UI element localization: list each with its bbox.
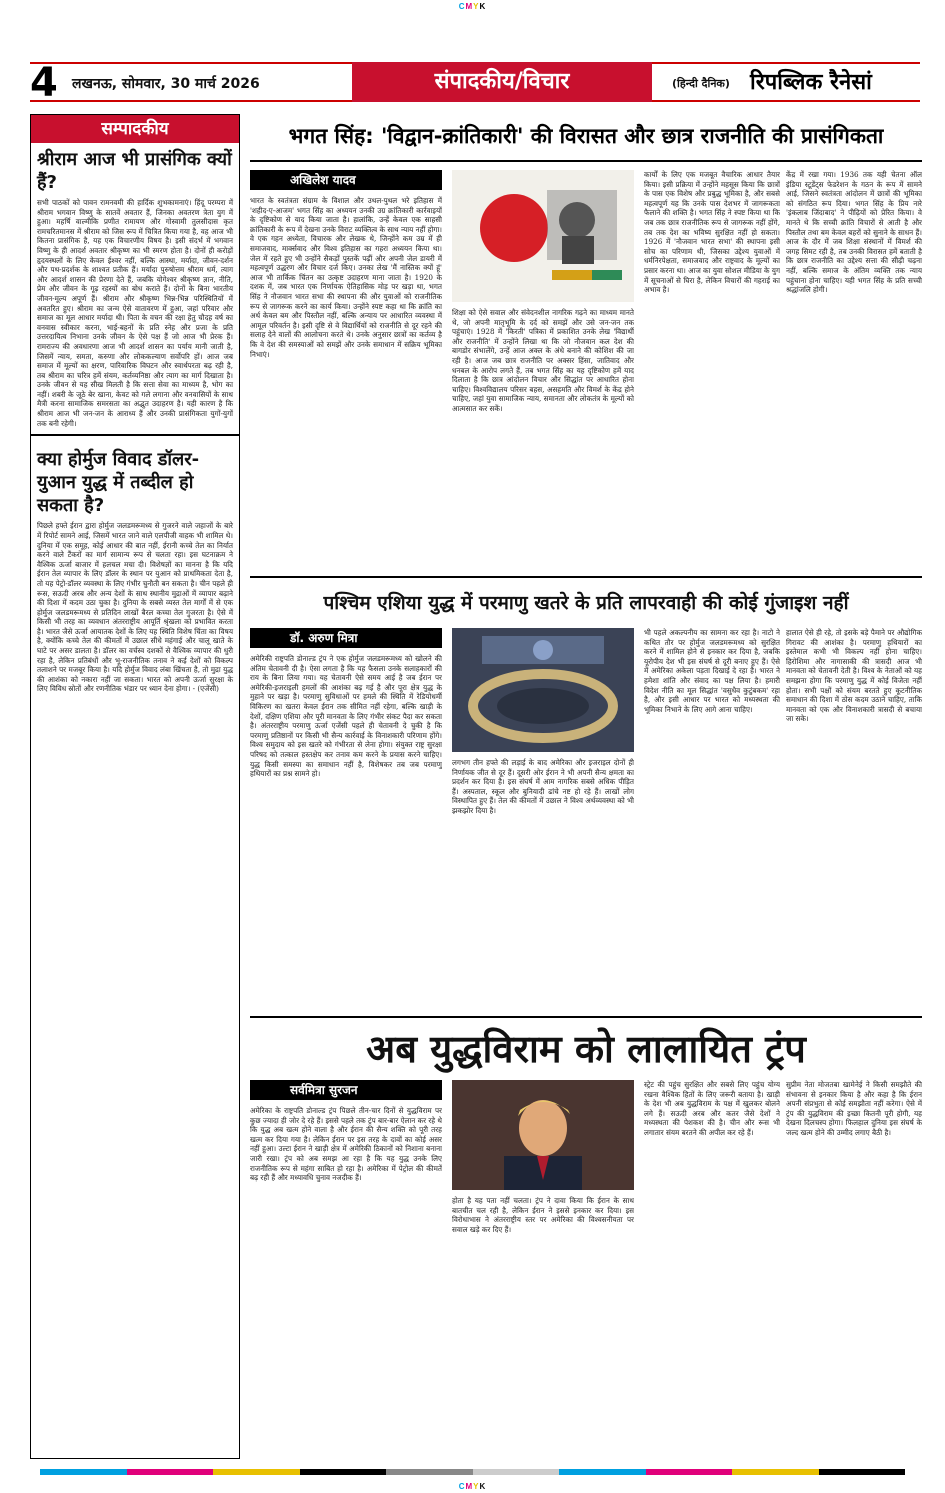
story1-headline: भगत सिंह: 'विद्वान-क्रांतिकारी' की विरासत और छात्र राजनीति की प्रासंगिकता bbox=[288, 124, 884, 148]
story2-byline: डॉ. अरुण मित्रा bbox=[250, 628, 442, 648]
story1-byline: अखिलेश यादव bbox=[250, 170, 442, 190]
story1-text-2: शिक्षा को ऐसे सवाल और संवेदनशील नागरिक गढ़ने का माध्यम मानते थे, जो अपनी मातृभूमि के दर्द को समझें और उसे जन-जन तक पहुंचाएं। 1928 में 'किरती' पत्रिका में प्रकाशित उनके लेख 'विद्यार्थी और राजनीति' में उन्होंने लिखा था कि जो नौजवान कल देश की बागडोर संभालेंगे, उन्हें आज अक्ल के अंधे बनाने की कोशिश की जा रही है। आज जब छात्र राजनीति पर अक्सर हिंसा, जातिवाद और धनबल के आरोप लगते हैं, तब भगत सिंह का यह दृष्टिकोण हमें याद दिलाता है कि छात्र आंदोलन विचार और सिद्धांत पर आधारित होना चाहिए। विश्वविद्यालय परिसर बहस, असहमति और विमर्श के केंद्र होने चाहिए, जहां युवा सामाजिक न्याय, समानता और लोकतंत्र के मूल्यों को आत्मसात कर सकें। bbox=[452, 308, 634, 413]
story1-column-3 bbox=[644, 170, 780, 570]
editorial2-body: पिछले हफ्ते ईरान द्वारा होर्मुज जलडमरूमध्य से गुजरने वाले जहाजों के बारे में रिपोर्ट सामने आई, जिसमें भारत जाने वाले एलपीजी वाहक भी शामिल थे। दुनिया में एक समूह, कोई आधार की बात नहीं, ईरानी कच्चे तेल का निर्यात करने वाले टैंकरों का मार्ग सामान्य रूप से चलता रहा। इस घटनाक्रम ने वैश्विक ऊर्जा बाजार में हलचल मचा दी। विशेषज्ञों का मानना है कि यदि ईरान तेल व्यापार के लिए डॉलर के स्थान पर युआन को प्राथमिकता देता है, तो यह पेट्रो-डॉलर व्यवस्था के लिए गंभीर चुनौती बन सकता है। चीन पहले ही रूस, सऊदी अरब और अन्य देशों के साथ स्थानीय मुद्राओं में व्यापार बढ़ाने की दिशा में कदम उठा चुका है। दुनिया के सबसे व्यस्त तेल मार्गों में से एक होर्मुज जलडमरूमध्य से प्रतिदिन लाखों बैरल कच्चा तेल गुजरता है। ऐसे में किसी भी तरह का व्यवधान अंतरराष्ट्रीय आपूर्ति श्रृंखला को प्रभावित करता है। भारत जैसे ऊर्जा आयातक देशों के लिए यह स्थिति विशेष चिंता का विषय है, क्योंकि कच्चे तेल की कीमतों में उछाल सीधे महंगाई और चालू खाते के घाटे पर असर डालता है। डॉलर का वर्चस्व दशकों से वैश्विक व्यापार की धुरी रहा है, लेकिन प्रतिबंधों और भू-राजनीतिक तनाव ने कई देशों को विकल्प तलाशने पर मजबूर किया है। यदि होर्मुज विवाद लंबा खिंचता है, तो मुद्रा युद्ध की आशंका को नकारा नहीं जा सकता। भारत को अपनी ऊर्जा सुरक्षा के लिए विविध स्रोतों और रणनीतिक भंडार पर ध्यान देना होगा। - (एजेंसी) bbox=[37, 521, 233, 694]
un-security-council-photo-icon bbox=[452, 628, 634, 752]
story3-headline: अब युद्धविराम को लालायित ट्रंप bbox=[366, 1027, 806, 1071]
story2-text-3: भी पहले अकल्पनीय का सामना कर रहा है। नाटो ने कथित तौर पर होर्मुज जलडमरूमध्य को सुरक्षित करने में शामिल होने से इनकार कर दिया है, जबकि यूरोपीय देश भी इस संघर्ष से दूरी बनाए हुए हैं। ऐसे में अमेरिका अकेला पड़ता दिखाई दे रहा है। भारत ने हमेशा शांति और संवाद का पक्ष लिया है। हमारी विदेश नीति का मूल सिद्धांत 'वसुधैव कुटुंबकम' रहा है, और इसी आधार पर भारत को मध्यस्थता की भूमिका निभाने के लिए आगे आना चाहिए। bbox=[644, 628, 780, 714]
story1-column-2 bbox=[452, 308, 634, 578]
dateline: लखनऊ, सोमवार, 30 मार्च 2026 bbox=[72, 76, 260, 92]
story2-headline: पश्चिम एशिया युद्ध में परमाणु खतरे के प्रति लापरवाही की कोई गुंजाइश नहीं bbox=[323, 592, 849, 614]
editorial-headline: श्रीराम आज भी प्रासंगिक क्यों हैं? bbox=[37, 149, 232, 193]
story1-column-1 bbox=[250, 170, 442, 586]
story2-column-4 bbox=[786, 628, 922, 1008]
divider bbox=[31, 434, 239, 436]
divider bbox=[250, 576, 922, 578]
print-registration-bottom: CMYK bbox=[458, 1482, 487, 1491]
story3-text-2: होता है यह पता नहीं चलता। ट्रंप ने दावा किया कि ईरान के साथ बातचीत चल रही है, लेकिन ईरान ने इससे इनकार कर दिया। इस विरोधाभास ने अंतरराष्ट्रीय स्तर पर अमेरिका की विश्वसनीयता पर सवाल खड़े कर दिए हैं। bbox=[452, 1196, 634, 1234]
story1-text-4: केंद्र में रखा गया। 1936 तक यही चेतना ऑल इंडिया स्टूडेंट्स फेडरेशन के गठन के रूप में सामने आई, जिसने स्वतंत्रता आंदोलन में छात्रों की भूमिका को संगठित रूप दिया। भगत सिंह के प्रिय नारे 'इंकलाब जिंदाबाद' ने पीढ़ियों को प्रेरित किया। वे मानते थे कि सच्ची क्रांति विचारों से आती है और पिस्तौल तथा बम केवल बहरों को सुनाने के साधन हैं। आज के दौर में जब शिक्षा संस्थानों में विमर्श की जगह सिमट रही है, तब उनकी विरासत हमें बताती है कि छात्र राजनीति का उद्देश्य सत्ता की सीढ़ी चढ़ना नहीं, बल्कि समाज के अंतिम व्यक्ति तक न्याय पहुंचाना होना चाहिए। यही भगत सिंह के प्रति सच्ची श्रद्धांजलि होगी। bbox=[786, 170, 922, 295]
editorial-badge: सम्पादकीय bbox=[31, 115, 239, 143]
color-registration-bar bbox=[40, 1469, 905, 1475]
story3-column-2 bbox=[452, 1196, 634, 1436]
story1-text-1: भारत के स्वतंत्रता संग्राम के विशाल और उथल-पुथल भरे इतिहास में 'शहीद-ए-आजम' भगत सिंह का अध्ययन उनकी उग्र क्रांतिकारी कार्रवाइयों के दृष्टिकोण से याद किया जाता है। हालांकि, उन्हें केवल एक साहसी क्रांतिकारी के रूप में देखना उनके विराट व्यक्तित्व के साथ न्याय नहीं होगा। वे एक गहन अध्येता, विचारक और लेखक थे, जिन्होंने कम उम्र में ही समाजवाद, मार्क्सवाद और विश्व इतिहास का गहरा अध्ययन किया था। जेल में रहते हुए भी उन्होंने सैकड़ों पुस्तकें पढ़ीं और अपनी जेल डायरी में महत्वपूर्ण उद्धरण और विचार दर्ज किए। उनका लेख 'मैं नास्तिक क्यों हूं' आज भी तार्किक चिंतन का उत्कृष्ट उदाहरण माना जाता है। 1920 के दशक में, जब भारत एक निर्णायक ऐतिहासिक मोड़ पर खड़ा था, भगत सिंह ने नौजवान भारत सभा की स्थापना की और युवाओं को राजनीतिक रूप से जागरूक करने का कार्य किया। उन्होंने स्पष्ट कहा था कि क्रांति का अर्थ केवल बम और पिस्तौल नहीं, बल्कि अन्याय पर आधारित व्यवस्था में आमूल परिवर्तन है। इसी दृष्टि से वे विद्यार्थियों को राजनीति से दूर रहने की सलाह देने वालों की आलोचना करते थे। उनके अनुसार छात्रों का कर्तव्य है कि वे देश की समस्याओं को समझें और उनके समाधान में सक्रिय भूमिका निभाएं। bbox=[250, 196, 442, 359]
divider bbox=[250, 160, 922, 162]
divider bbox=[250, 1016, 922, 1018]
story1-column-4 bbox=[786, 170, 922, 570]
editorial2-headline: क्या होर्मुज विवाद डॉलर-युआन युद्ध में तब्दील हो सकता है? bbox=[37, 449, 200, 517]
story2-text-2: लगभग तीन हफ्ते की लड़ाई के बाद अमेरिका और इजराइल दोनों ही निर्णायक जीत से दूर हैं। दूसरी ओर ईरान ने भी अपनी सैन्य क्षमता का प्रदर्शन कर दिया है। इस संघर्ष में आम नागरिक सबसे अधिक पीड़ित हैं। अस्पताल, स्कूल और बुनियादी ढांचे नष्ट हो रहे हैं। लाखों लोग विस्थापित हुए हैं। तेल की कीमतों में उछाल ने विश्व अर्थव्यवस्था को भी झकझोर दिया है। bbox=[452, 758, 634, 815]
story3-text-4: सुप्रीम नेता मोजतबा खामेनेई ने किसी समझौते की संभावना से इनकार किया है और कहा है कि ईरान अपनी संप्रभुता से कोई समझौता नहीं करेगा। ऐसे में ट्रंप की युद्धविराम की इच्छा कितनी पूरी होगी, यह देखना दिलचस्प होगा। फिलहाल दुनिया इस संघर्ष के जल्द खत्म होने की उम्मीद लगाए बैठी है। bbox=[786, 1080, 922, 1137]
paper-tag: (हिन्दी दैनिक) bbox=[672, 77, 730, 90]
paper-name: रिपब्लिक रैनेसां bbox=[750, 70, 872, 95]
editorial-column bbox=[30, 114, 240, 1459]
section-title: संपादकीय/विचार bbox=[352, 62, 652, 102]
print-registration-top: CMYK bbox=[458, 2, 487, 11]
editorial-body: सभी पाठकों को पावन रामनवमी की हार्दिक शुभकामनाएं। हिंदू परम्परा में श्रीराम भगवान विष्णु के सातवें अवतार हैं, जिनका अवतरण त्रेता युग में हुआ। महर्षि वाल्मीकि प्रणीत रामायण और गोस्वामी तुलसीदास कृत रामचरितमानस में श्रीराम को जिस रूप में चित्रित किया गया है, वह आज भी कितना प्रासंगिक है, यह एक विचारणीय विषय है। इसी संदर्भ में भगवान विष्णु के ही आदर्श अवतार श्रीकृष्ण का भी स्मरण होता है। दोनों ही करोड़ों हृदयस्थलों के लिए केवल ईश्वर नहीं, बल्कि आस्था, मर्यादा, जीवन-दर्शन और पथ-प्रदर्शक के शाश्वत प्रतीक हैं। मर्यादा पुरुषोत्तम श्रीराम धर्म, त्याग और आदर्श शासन की प्रेरणा देते हैं, जबकि योगेश्वर श्रीकृष्ण ज्ञान, नीति, प्रेम और जीवन के गूढ़ रहस्यों का बोध कराते हैं। दोनों के बिना भारतीय जीवन-मूल्य अपूर्ण हैं। श्रीराम और श्रीकृष्ण भिन्न-भिन्न परिस्थितियों में अवतरित हुए। श्रीराम का जन्म ऐसे वातावरण में हुआ, जहां परिवार और समाज का मूल आधार मर्यादा थी। पिता के वचन की रक्षा हेतु चौदह वर्ष का वनवास स्वीकार करना, भाई-बहनों के प्रति स्नेह और प्रजा के प्रति उत्तरदायित्व निभाना उनके जीवन के ऐसे पक्ष हैं जो आज भी प्रेरक हैं। रामराज्य की अवधारणा आज भी आदर्श शासन का पर्याय मानी जाती है, जिसमें न्याय, समता, करुणा और लोककल्याण सर्वोपरि हों। आज जब समाज में मूल्यों का क्षरण, पारिवारिक विघटन और स्वार्थपरता बढ़ रही है, तब श्रीराम का चरित्र हमें संयम, कर्तव्यनिष्ठा और त्याग का मार्ग दिखाता है। उनके जीवन से यह सीख मिलती है कि सत्ता सेवा का माध्यम है, भोग का नहीं। शबरी के जूठे बेर खाना, केवट को गले लगाना और वनवासियों के साथ मैत्री करना सामाजिक समरसता का अद्भुत उदाहरण है। यही कारण है कि श्रीराम आज भी जन-जन के आराध्य हैं और उनकी प्रासंगिकता युगों-युगों तक बनी रहेगी। bbox=[37, 198, 233, 428]
story3-text-3: स्ट्रेट की पहुंच सुरक्षित और सबसे लिए पहुंच योग्य रखना वैश्विक हितों के लिए जरूरी बताया है। खाड़ी के देश भी अब युद्धविराम के पक्ष में खुलकर बोलने लगे हैं। सऊदी अरब और कतर जैसे देशों ने मध्यस्थता की पेशकश की है। चीन और रूस भी लगातार संयम बरतने की अपील कर रहे हैं। bbox=[644, 1080, 780, 1137]
story2-column-1 bbox=[250, 628, 442, 1014]
story1-text-3: कार्यों के लिए एक मजबूत वैचारिक आधार तैयार किया। इसी प्रक्रिया में उन्होंने महसूस किया कि छात्रों के पास एक विशेष और प्रबुद्ध भूमिका है, और सबसे महत्वपूर्ण यह कि उनके पास देशभर में जागरूकता फैलाने की शक्ति है। भगत सिंह ने स्पष्ट किया था कि जब तक छात्र राजनीतिक रूप से जागरूक नहीं होंगे, तब तक देश का भविष्य सुरक्षित नहीं हो सकता। 1926 में 'नौजवान भारत सभा' की स्थापना इसी सोच का परिणाम थी, जिसका उद्देश्य युवाओं में धर्मनिरपेक्षता, समाजवाद और राष्ट्रवाद के मूल्यों का प्रसार करना था। आज का युवा सोशल मीडिया के युग में सूचनाओं से घिरा है, लेकिन विचारों की गहराई का अभाव है। bbox=[644, 170, 780, 295]
bhagat-singh-illustration-icon bbox=[452, 170, 634, 302]
story3-column-4 bbox=[786, 1080, 922, 1450]
story2-column-3 bbox=[644, 628, 780, 1008]
story2-column-2 bbox=[452, 758, 634, 1008]
story3-text-1: अमेरिका के राष्ट्रपति डोनाल्ड ट्रंप पिछले तीन-चार दिनों से युद्धविराम पर कुछ ज्यादा ही जोर दे रहे हैं। इससे पहले तक ट्रंप बार-बार ऐलान कर रहे थे कि युद्ध अब खत्म होने वाला है और ईरान की सैन्य शक्ति को पूरी तरह खत्म कर दिया गया है। लेकिन ईरान पर इस तरह के दावों का कोई असर नहीं हुआ। उल्टा ईरान ने खाड़ी क्षेत्र में अमेरिकी ठिकानों को निशाना बनाना जारी रखा। ट्रंप को अब समझ आ रहा है कि यह युद्ध उनके लिए राजनीतिक रूप से महंगा साबित हो रहा है। अमेरिका में पेट्रोल की कीमतें बढ़ रही हैं और मध्यावधि चुनाव नजदीक हैं। bbox=[250, 1106, 442, 1183]
story3-column-1 bbox=[250, 1080, 442, 1446]
story3-column-3 bbox=[644, 1080, 780, 1450]
story2-text-1: अमेरिकी राष्ट्रपति डोनाल्ड ट्रंप ने एक होर्मुज जलडमरूमध्य को खोलने की अंतिम चेतावनी दी है। ऐसा लगता है कि यह फैसला उनके सलाहकारों की राय के बिना लिया गया। यह चेतावनी ऐसे समय आई है जब ईरान पर अमेरिकी-इजराइली हमलों की आशंका बढ़ गई है और पूरा क्षेत्र युद्ध के मुहाने पर खड़ा है। परमाणु सुविधाओं पर हमले की स्थिति में रेडियोधर्मी विकिरण का खतरा केवल ईरान तक सीमित नहीं रहेगा, बल्कि खाड़ी के देशों, दक्षिण एशिया और पूरी मानवता के लिए गंभीर संकट पैदा कर सकता है। अंतरराष्ट्रीय परमाणु ऊर्जा एजेंसी पहले ही चेतावनी दे चुकी है कि परमाणु प्रतिष्ठानों पर किसी भी सैन्य कार्रवाई के विनाशकारी परिणाम होंगे। विश्व समुदाय को इस खतरे को गंभीरता से लेना होगा। संयुक्त राष्ट्र सुरक्षा परिषद को तत्काल हस्तक्षेप कर तनाव कम करने के प्रयास करने चाहिए। युद्ध किसी समस्या का समाधान नहीं है, विशेषकर तब जब परमाणु हथियारों का प्रश्न सामने हो। bbox=[250, 654, 442, 779]
story3-byline: सर्वमित्रा सुरजन bbox=[250, 1080, 442, 1100]
trump-photo-icon bbox=[452, 1080, 634, 1190]
page-number: 4 bbox=[30, 60, 58, 106]
masthead bbox=[30, 60, 920, 106]
story2-text-4: हालात ऐसे ही रहे, तो इसके बड़े पैमाने पर औद्योगिक गिरावट की आशंका है। परमाणु हथियारों का इस्तेमाल कभी भी विकल्प नहीं होना चाहिए। हिरोशिमा और नागासाकी की त्रासदी आज भी मानवता को चेतावनी देती है। विश्व के नेताओं को यह समझना होगा कि परमाणु युद्ध में कोई विजेता नहीं होता। सभी पक्षों को संयम बरतते हुए कूटनीतिक समाधान की दिशा में ठोस कदम उठाने चाहिए, ताकि मानवता को एक और विनाशकारी त्रासदी से बचाया जा सके। bbox=[786, 628, 922, 724]
